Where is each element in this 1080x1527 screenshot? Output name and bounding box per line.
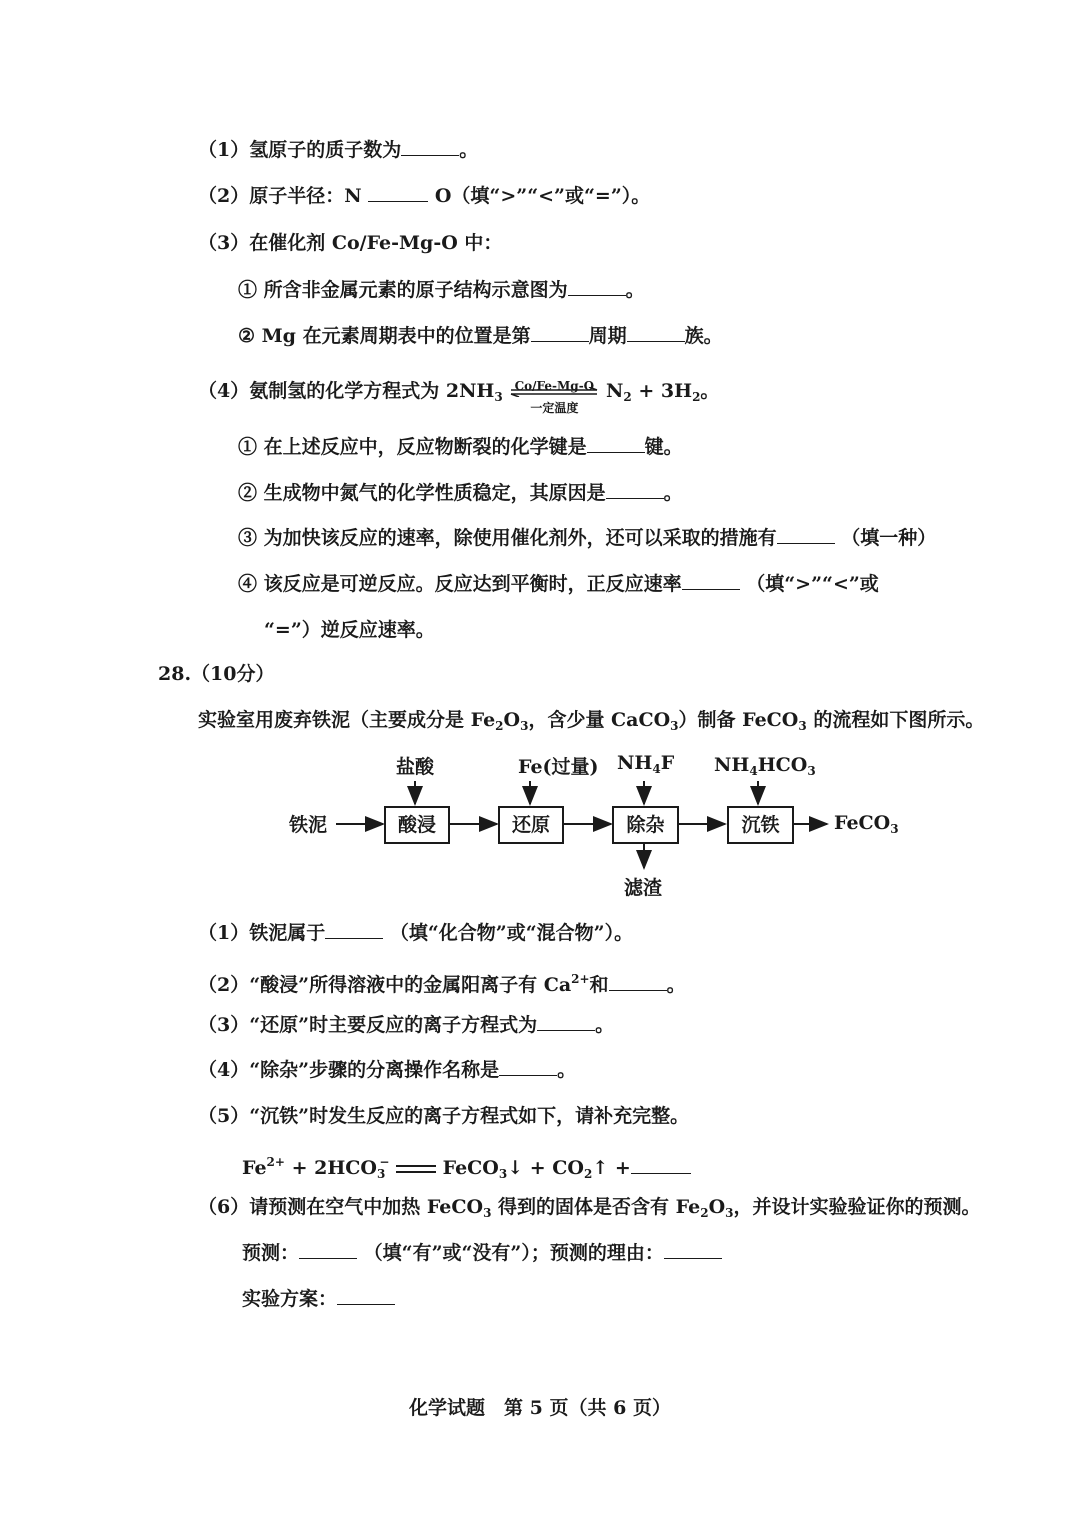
answer-blank[interactable] [499,1059,557,1076]
flow-input-nh4hco3: $NH_4HCO_3$ [714,754,816,778]
answer-blank[interactable] [325,922,383,939]
flow-input-hcl: 盐酸 [396,756,435,778]
q28-part5-equation: $Fe^{2+} + 2HCO_3^-$ FeCO$_3$↓ + $CO_2↑$ + [242,1149,691,1187]
flow-box-acid: 酸浸 [384,806,450,844]
q27-part3: （3）在催化剂 Co/Fe-Mg-O 中： [198,232,503,254]
flow-box-purify: 除杂 [612,806,679,844]
answer-blank[interactable] [631,1157,691,1174]
flow-box-precipitate: 沉铁 [727,806,794,844]
page-footer: 化学试题 第 5 页（共 6 页） [409,1397,671,1419]
q28-part6-plan: 实验方案： [242,1286,395,1312]
answer-blank[interactable] [337,1288,395,1305]
answer-blank[interactable] [609,974,667,991]
q27-part4: （4）氨制氢的化学方程式为 $2NH_3$ Co/Fe-Mg-O 一定温度 $N_2 + 3H_2$。 [198,379,720,415]
answer-blank[interactable] [299,1242,357,1259]
q27-part2: （2）原子半径：N O（填“>”“<”或“=”）。 [198,185,651,207]
flow-box-reduce: 还原 [498,806,564,844]
answer-blank[interactable] [777,527,835,544]
q28-part3: （3）“还原”时主要反应的离子方程式为 。 [198,1014,615,1036]
answer-blank[interactable] [531,325,589,342]
flow-waste: 滤渣 [624,877,663,899]
q27-part3-sub2: ② Mg 在元素周期表中的位置是第 周期 族。 [238,325,723,347]
answer-blank[interactable] [664,1242,722,1259]
q28-part6: （6）请预测在空气中加热 FeCO$_3$ 得到的固体是否含有 $Fe_2O_3$，并设计实验验证你的预测。 [198,1196,981,1220]
answer-blank[interactable] [368,185,428,202]
flow-input-nh4f: $NH_4F$ [617,752,675,776]
q27-part4-sub4-cont: “=”）逆反应速率。 [264,619,435,641]
answer-blank[interactable] [401,139,459,156]
flow-input-fe: Fe(过量) [518,756,599,778]
q27-part1: （1）氢原子的质子数为 。 [198,139,479,161]
answer-blank[interactable] [606,482,664,499]
q28-header: 28.（10分） [158,663,275,685]
q28-part1: （1）铁泥属于 （填“化合物”或“混合物”）。 [198,922,634,944]
flow-start-label: 铁泥 [289,814,328,836]
equals-sign-icon [396,1164,436,1174]
reaction-arrow: Co/Fe-Mg-O 一定温度 [509,379,599,405]
q28-part2: （2）“酸浸”所得溶液中的金属阳离子有 $Ca^{2+}$和 。 [198,972,686,996]
q27-part4-sub3: ③ 为加快该反应的速率，除使用催化剂外，还可以采取的措施有 （填一种） [238,527,937,549]
q27-part4-sub4: ④ 该反应是可逆反应。反应达到平衡时，正反应速率 （填“>”“<”或 [238,573,879,595]
answer-blank[interactable] [682,573,740,590]
q27-part4-sub1: ① 在上述反应中，反应物断裂的化学键是 键。 [238,436,683,458]
flow-product: FeCO$_3$ [834,812,899,836]
q28-part4: （4）“除杂”步骤的分离操作名称是 。 [198,1059,577,1081]
answer-blank[interactable] [627,325,685,342]
answer-blank[interactable] [537,1014,595,1031]
q27-part4-sub2: ② 生成物中氮气的化学性质稳定，其原因是 。 [238,482,683,504]
answer-blank[interactable] [568,279,626,296]
q28-part6-prediction: 预测： （填“有”或“没有”）；预测的理由： [242,1240,722,1266]
q28-intro: 实验室用废弃铁泥（主要成分是 $Fe_2O_3$，含少量 CaCO$_3$）制备 FeCO$_3$ 的流程如下图所示。 [198,709,985,733]
answer-blank[interactable] [587,436,645,453]
q28-part5: （5）“沉铁”时发生反应的离子方程式如下，请补充完整。 [198,1105,690,1127]
q27-part3-sub1: ① 所含非金属元素的原子结构示意图为 。 [238,279,645,301]
